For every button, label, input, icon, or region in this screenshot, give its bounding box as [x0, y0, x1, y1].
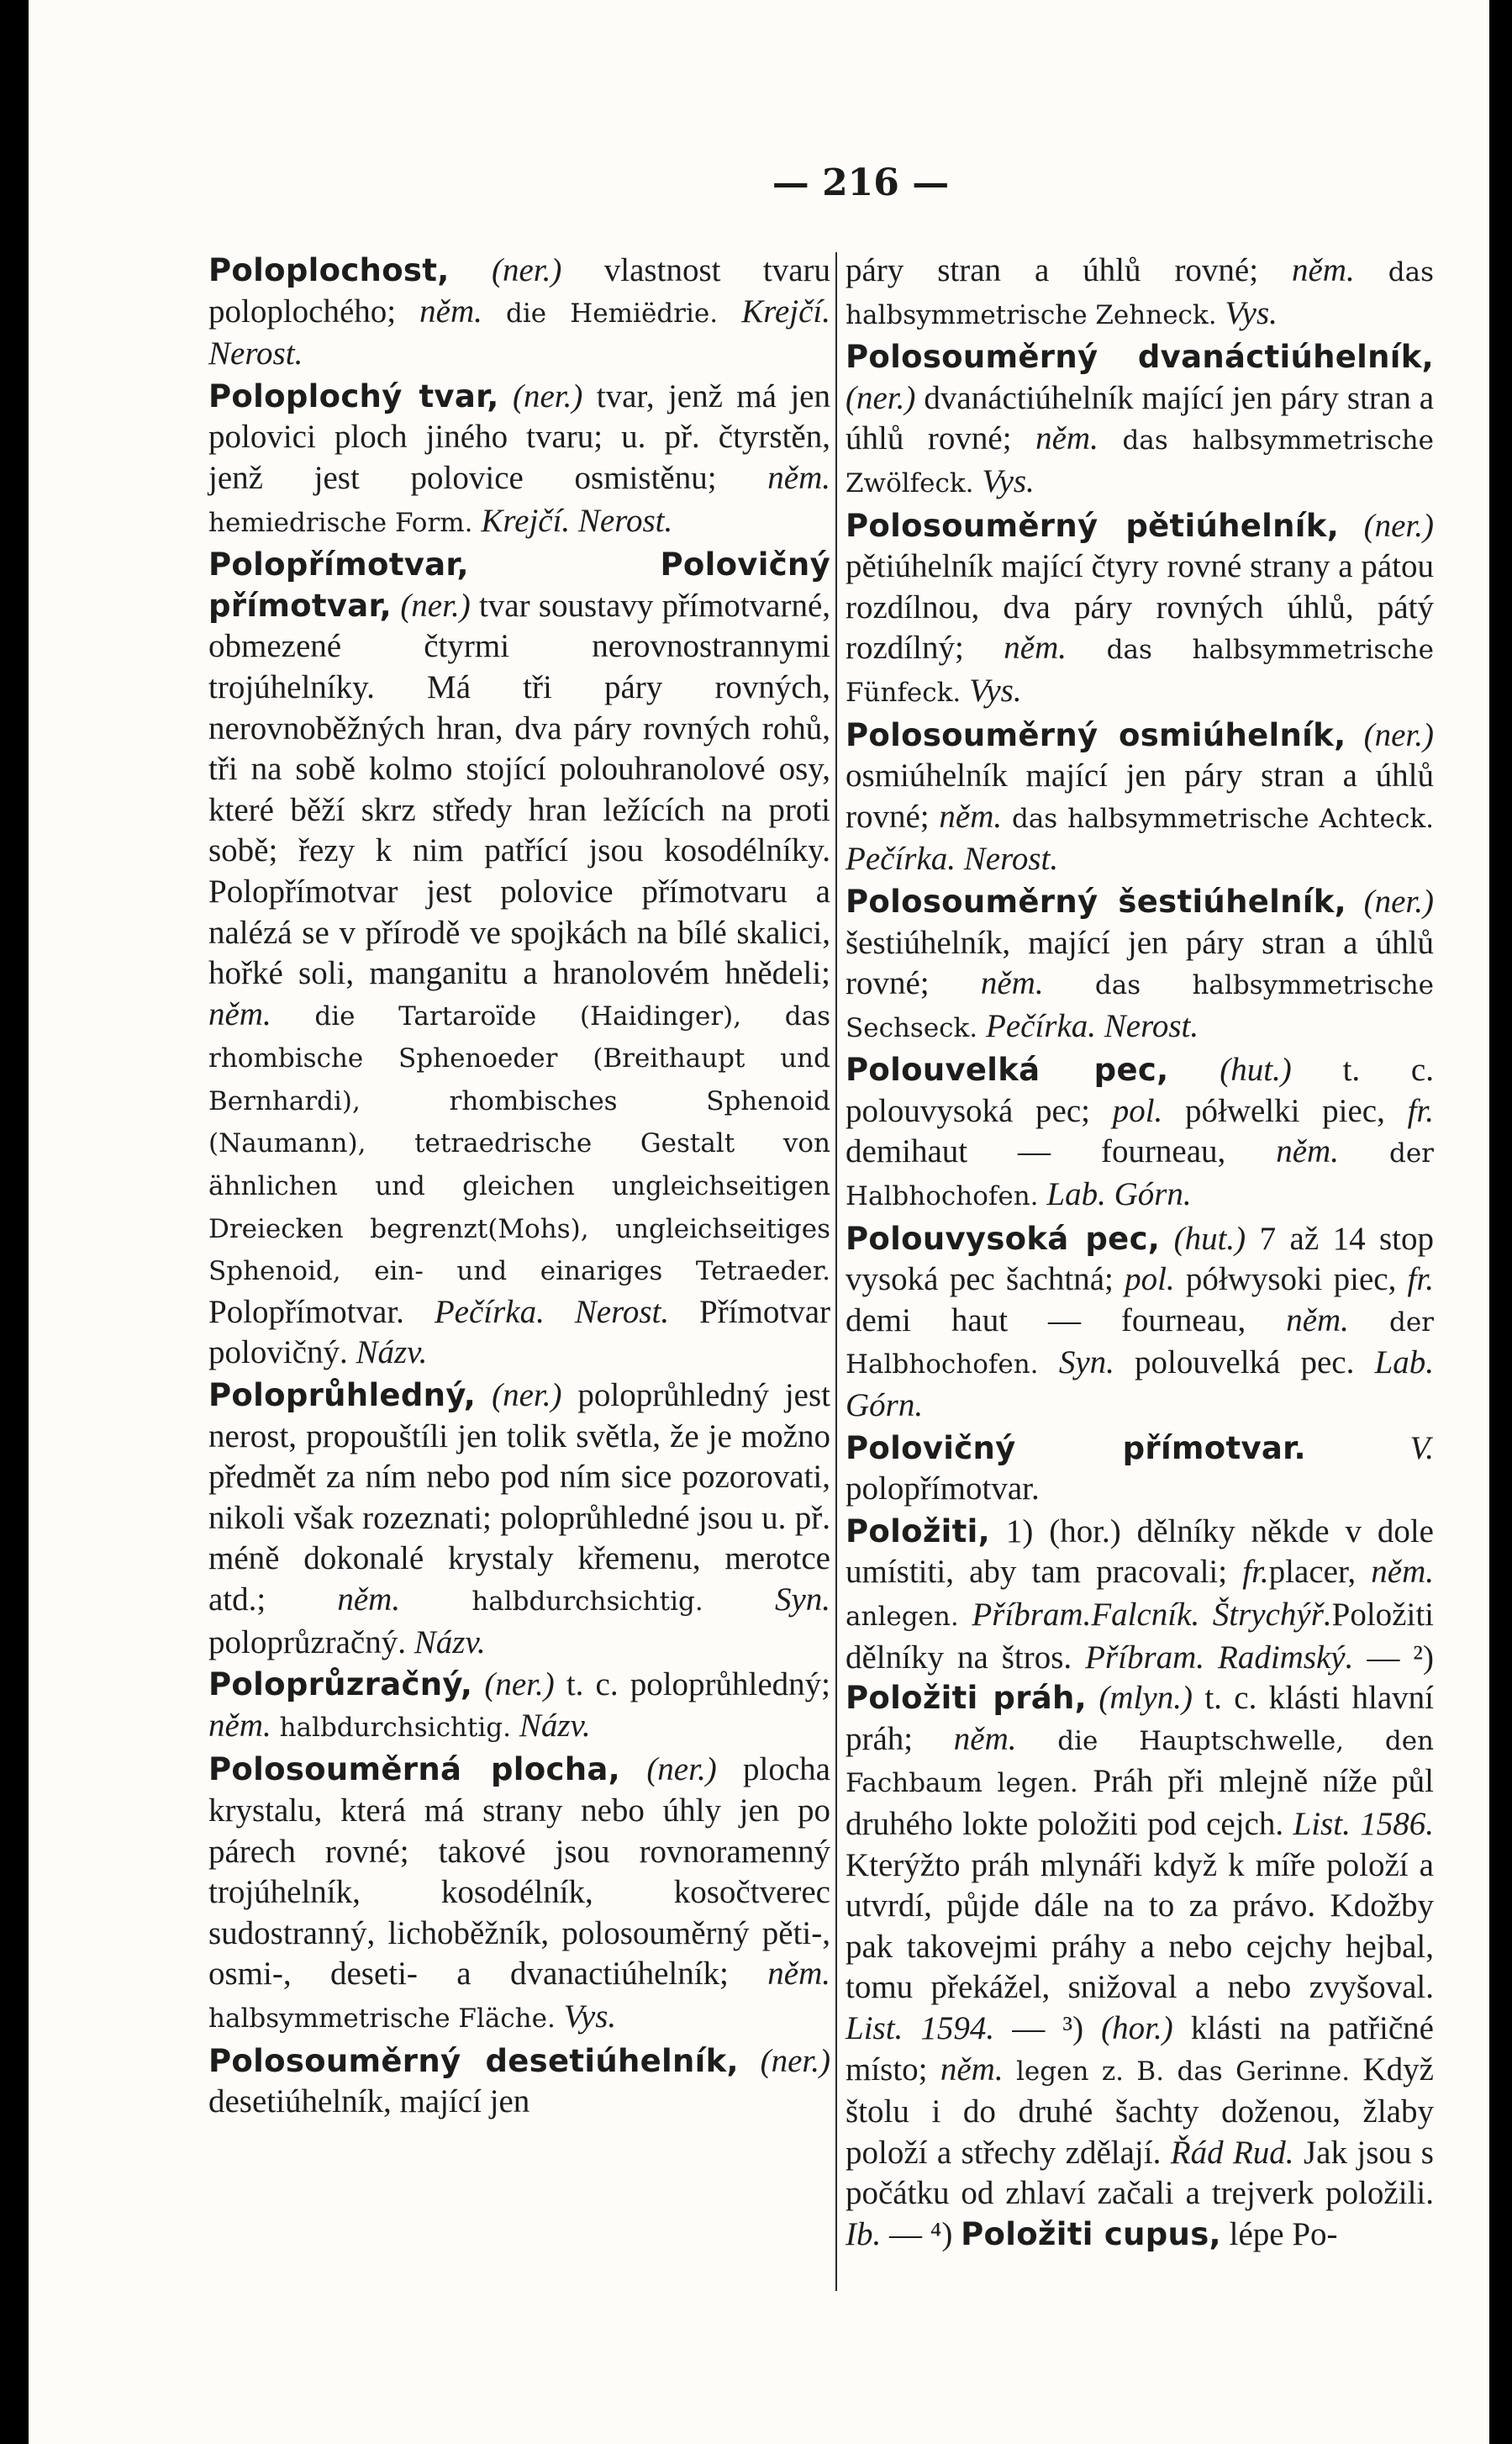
headword: Položiti, [846, 1512, 990, 1549]
headword: Polosouměrný osmiúhelník, [846, 716, 1346, 753]
entry-polovicny-primotvar: Polovičný přímotvar. V. polopřímotvar. [846, 1429, 1435, 1507]
entry-continuation: páry stran a úhlů rovné; něm. das halbsymmetrische Zehneck. Vys. [846, 252, 1434, 331]
headword: Polovičný přímotvar. [846, 1429, 1306, 1466]
headword: Polouvysoká pec, [846, 1220, 1161, 1257]
entry-dvanactiuhelnik: Polosouměrný dvanáctiúhelník, (ner.) dvanáctiúhelník mající jen páry stran a úhlů rovné; něm. das halbsymmetrische Zwölfeck. Vys. [846, 339, 1434, 499]
headword: Poloprůzračný, [208, 1666, 473, 1703]
right-column [846, 251, 1434, 2257]
headword: Poloplochý tvar, [208, 377, 499, 414]
entry-poloprůzracny: Poloprůzračný, (ner.) t. c. poloprůhledný; něm. halbdurchsichtig. Názv. [208, 1666, 831, 1744]
headword: Polosouměrný desetiúhelník, [208, 2042, 739, 2079]
column-divider [835, 252, 837, 2291]
entry-polozitі: Položiti, 1) (hor.) dělníky někde v dole umístiti, aby tam pracovali; fr.placer, něm. anlegen. Příbram.Falcník. Štrychýř.Položiti dělníky na štros. Příbram. Radimský. — ²) Položiti práh, (mlyn.) t. c. klásti hlavní práh; něm. die Hauptschwelle, den Fachbaum legen. Práh při mlejně níže půl druhého lokte položiti pod cejch. List. 1586. Kterýžto práh mlynáři když k míře položí a utvrdí, půjde dále na to za právo. Kdožby pak takovejmi práhy a nebo cejchy hejbal, tomu překážel, snižoval a nebo zvyšoval. List. 1594. — ³) (hor.) klásti na patřičné místo; něm. legen z. B. das Gerinne. Když štolu i do druhé šachty doženou, žlaby položí a střechy zdělají. Řád Rud. Jak jsou s počátku od zhlaví začali a trejverk položili. Ib. — ⁴) Položiti cupus, lépe Po- [846, 1512, 1435, 2252]
headword: Polosouměrný dvanáctiúhelník, [846, 339, 1434, 376]
entry-osmiuhelnik: Polosouměrný osmiúhelník, (ner.) osmiúhelník mající jen páry stran a úhlů rovné; něm. das halbsymmetrische Achteck. Pečírka. Nerost. [846, 716, 1434, 878]
headword: Poloplochost, [208, 252, 450, 288]
dictionary-page [29, 0, 1489, 2444]
entry-polosoumerna-plocha: Polosouměrná plocha, (ner.) plocha krystalu, která má strany nebo úhly jen po párech rovné; takové jsou rovnoramenný trojúhelník, kosodélník, kosočtverec sudostranný, lichoběžník, polosouměrný pěti-, osmi-, deseti- a dvanactiúhelník; něm. halbsymmetrische Fläche. Vys. [208, 1751, 830, 2035]
headword: Polosouměrný pětiúhelník, [846, 507, 1340, 544]
entry-poloplochost: Poloplochost, (ner.) vlastnost tvaru poloplochého; něm. die Hemiëdrie. Krejčí. Nerost. [208, 252, 830, 372]
entry-polouvelka-pec: Polouvelká pec, (hut.) t. c. polouvysoká pec; pol. półwelki piec, fr. demihaut — fourneau, něm. der Halbhochofen. Lab. Górn. [846, 1052, 1435, 1213]
headword: Poloprůhledný, [208, 1377, 477, 1414]
entry-polosoumerny-desetiuhelnik: Polosouměrný desetiúhelník, (ner.) desetiúhelník, mající jen [208, 2042, 831, 2120]
entry-poloprimotvar: Polopřímotvar, Polovičný přímotvar, (ner.) tvar soustavy přímotvarné, obmezené čtyrmi nerovnostrannymi trojúhelníky. Má tři páry rovných, nerovnoběžných hran, dva páry rovných rohů, tři na sobě kolmo stojící polouhranolové osy, které běží skrz středy hran ležících na proti sobě; řezy k nim patřící jsou kosodélníky. Polopřímotvar jest polovice přímotvaru a nalézá se v přírodě ve spojkách na bílé skalici, hořké soli, manganitu a hranolovém hnědeli; něm. die Tartaroïde (Haidinger), das rhombische Sphenoeder (Breithaupt und Bernhardi), rhombisches Sphenoid (Naumann), tetraedrische Gestalt von ähnlichen und gleichen ungleichseitigen Dreiecken begrenzt(Mohs), ungleichseitiges Sphenoid, ein- und einariges Tetraeder. Polopřímotvar. Pečírka. Nerost. Přímotvar polovičný. Názv. [208, 546, 831, 1371]
entry-polouvysoka-pec: Polouvysoká pec, (hut.) 7 až 14 stop vysoká pec šachtná; pol. półwysoki piec, fr. demi haut — fourneau, něm. der Halbhochofen. Syn. polouvelká pec. Lab. Górn. [846, 1220, 1435, 1424]
headword: Polosouměrná plocha, [208, 1751, 620, 1788]
page-number: — 216 — [772, 161, 950, 204]
headword: Polouvelká pec, [846, 1052, 1169, 1089]
entry-poloprůhledny: Poloprůhledný, (ner.) poloprůhledný jest nerost, propouštíli jen tolik světla, že je možno předmět za ním nebo pod ním sice pozorovati, nikoli však rozeznati; poloprůhledné jsou u. př. méně dokonalé krystaly křemenu, merotce atd.; něm. halbdurchsichtig. Syn. poloprůzračný. Názv. [208, 1377, 830, 1660]
entry-sestiuhelnik: Polosouměrný šestiúhelník, (ner.) šestiúhelník, mající jen páry stran a úhlů rovné; něm. das halbsymmetrische Sechseck. Pečírka. Nerost. [846, 883, 1435, 1044]
entry-petiuhelnik: Polosouměrný pětiúhelník, (ner.) pětiúhelník mající čtyry rovné strany a pátou rozdílnou, dva páry rovných úhlů, pátý rozdílný; něm. das halbsymmetrische Fünfeck. Vys. [846, 507, 1434, 709]
left-column [208, 251, 830, 2125]
headword: Polosouměrný šestiúhelník, [846, 883, 1346, 920]
headword: Polopřímotvar, Polovičný přímotvar, [208, 546, 830, 624]
entry-poloplochy-tvar: Poloplochý tvar, (ner.) tvar, jenž má jen polovici ploch jiného tvaru; u. př. čtyrstěn, jenž jest polovice osmistěnu; něm. hemiedrische Form. Krejčí. Nerost. [208, 377, 830, 539]
